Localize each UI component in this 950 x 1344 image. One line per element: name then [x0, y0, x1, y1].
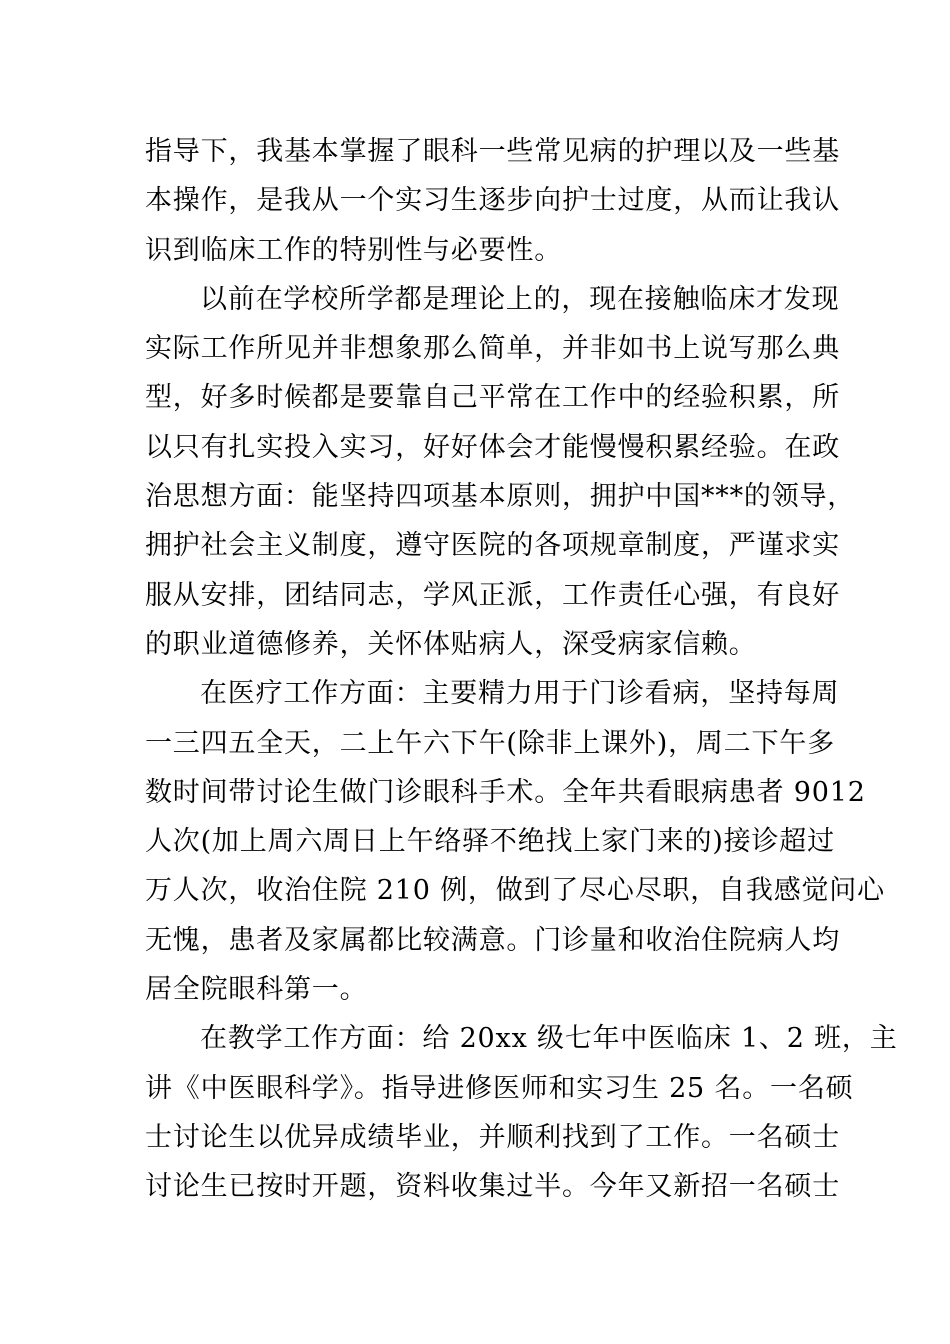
- text-line: 治思想方面：能坚持四项基本原则，拥护中国***的领导，: [145, 481, 856, 513]
- text-line: 本操作，是我从一个实习生逐步向护士过度，从而让我认: [145, 185, 840, 217]
- paragraph-first-line: 在教学工作方面：给 20xx 级七年中医临床 1、2 班，主: [200, 1023, 898, 1055]
- text-line: 数时间带讨论生做门诊眼科手术。全年共看眼病患者 9012: [145, 776, 866, 808]
- body-text: [145, 127, 898, 1212]
- text-line: 居全院眼科第一。: [145, 974, 368, 1006]
- text-line: 万人次，收治住院 210 例，做到了尽心尽职，自我感觉问心: [145, 875, 885, 907]
- text-line: 人次(加上周六周日上午络驿不绝找上家门来的)接诊超过: [145, 826, 835, 858]
- text-line: 识到临床工作的特别性与必要性。: [145, 234, 562, 266]
- text-line: 讲《中医眼科学》。指导进修医师和实习生 25 名。一名硕: [145, 1072, 854, 1104]
- text-line: 士讨论生以优异成绩毕业，并顺利找到了工作。一名硕士: [145, 1121, 840, 1153]
- text-line: 一三四五全天，二上午六下午(除非上课外)，周二下午多: [145, 727, 835, 759]
- paragraph-first-line: 在医疗工作方面：主要精力用于门诊看病，坚持每周: [200, 678, 840, 710]
- text-line: 无愧，患者及家属都比较满意。门诊量和收治住院病人均: [145, 924, 840, 956]
- paragraph-first-line: 以前在学校所学都是理论上的，现在接触临床才发现: [200, 283, 840, 315]
- text-line: 服从安排，团结同志，学风正派，工作责任心强，有良好: [145, 579, 840, 611]
- text-line: 指导下，我基本掌握了眼科一些常见病的护理以及一些基: [145, 136, 840, 167]
- text-line: 型，好多时候都是要靠自己平常在工作中的经验积累，所: [145, 382, 840, 414]
- text-line: 讨论生已按时开题，资料收集过半。今年又新招一名硕士: [145, 1171, 840, 1203]
- text-line: 的职业道德修养，关怀体贴病人，深受病家信赖。: [145, 628, 757, 660]
- text-line: 拥护社会主义制度，遵守医院的各项规章制度，严谨求实: [145, 530, 840, 562]
- text-line: 以只有扎实投入实习，好好体会才能慢慢积累经验。在政: [145, 431, 840, 463]
- text-line: 实际工作所见并非想象那么简单，并非如书上说写那么典: [145, 333, 840, 365]
